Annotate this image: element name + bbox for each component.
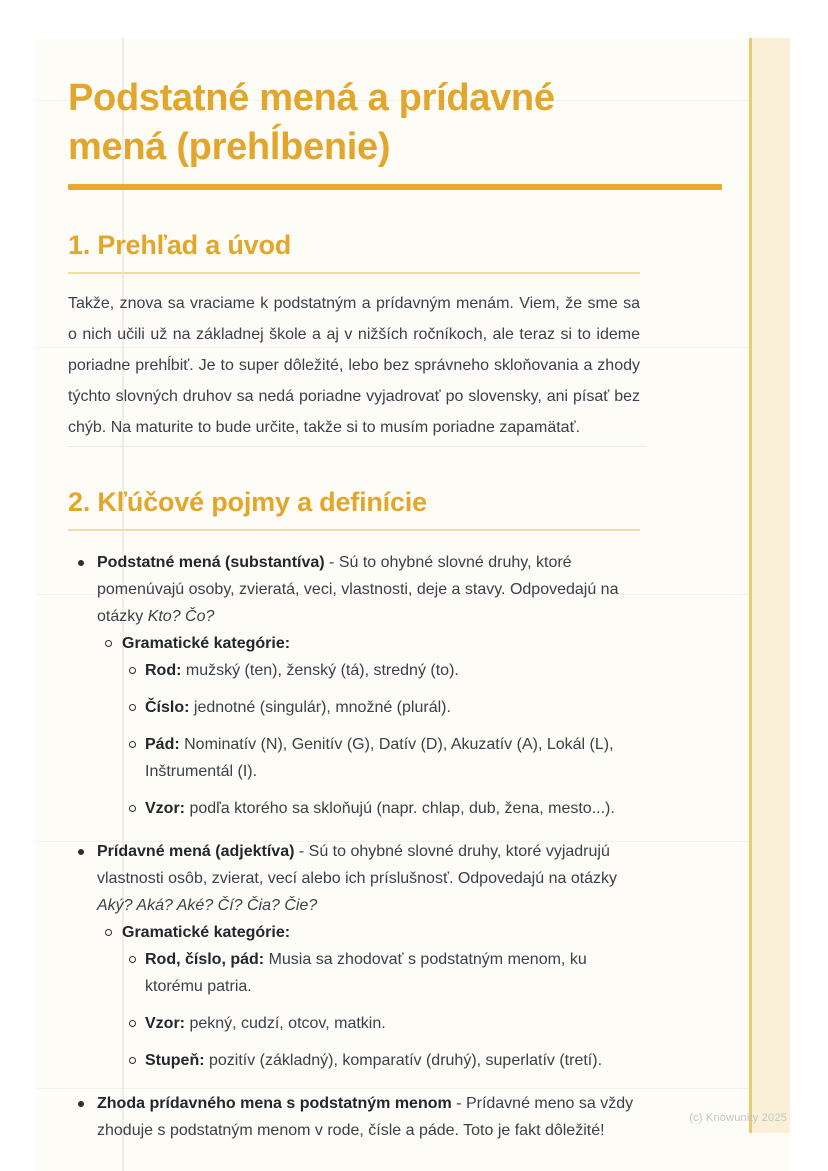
intro-paragraph: Takže, znova sa vraciame k podstatným a prídavným menám. Viem, že sme sa o nich učili už na základnej škole a aj v nižších ročníkoch, ale teraz si to ideme poriadne prehĺbiť. Je to super dôležité, lebo bez správneho skloňovania a zhody týchto slovných druhov sa nedá poriadne vyjadrovať po slovensky, ani písať bez chýb. Na maturite to bude určite, takže si to musím poriadne zapamätať. xyxy=(68,295,640,436)
list-item-text: Gramatické kategórie: xyxy=(122,924,291,941)
section-key-terms xyxy=(68,487,640,1144)
list-item xyxy=(68,1010,640,1037)
page-content xyxy=(68,74,640,1144)
list-item xyxy=(68,657,640,684)
bullet-circle-icon xyxy=(129,1057,136,1064)
list-item xyxy=(68,731,640,785)
bullet-circle-icon xyxy=(105,640,112,647)
bullet-circle-icon xyxy=(129,741,136,748)
list-item-text: Vzor: podľa ktorého sa skloňujú (napr. chlap, dub, žena, mesto...). xyxy=(145,800,615,817)
list-item-text: Prídavné mená (adjektíva) - Sú to ohybné slovné druhy, ktoré vyjadrujú vlastnosti osôb, zvierat, vecí alebo ich príslušnosť. Odpovedajú na otázky Aký? Aká? Aké? Čí? Čia? Čie? xyxy=(97,843,618,914)
list-item xyxy=(68,919,640,946)
bullet-circle-icon xyxy=(129,1020,136,1027)
list-item xyxy=(68,630,640,657)
bullet-dot-icon xyxy=(78,1101,84,1107)
list-item-text: Rod, číslo, pád: Musia sa zhodovať s podstatným menom, ku ktorému patria. xyxy=(145,951,587,995)
page-right-margin-stripe xyxy=(749,38,790,1133)
section-divider xyxy=(68,446,646,447)
watermark: (c) Knowunity 2025 xyxy=(689,1112,787,1124)
bullet-circle-icon xyxy=(129,805,136,812)
list-item xyxy=(68,838,640,919)
bullet-dot-icon xyxy=(78,849,84,855)
bullet-circle-icon xyxy=(105,929,112,936)
page-title: Podstatné mená a prídavné mená (prehĺbenie) xyxy=(68,77,555,168)
section-2-heading: 2. Kľúčové pojmy a definície xyxy=(68,487,640,531)
section-overview xyxy=(68,230,640,443)
title-divider-rule xyxy=(68,184,722,190)
list-item-text: Podstatné mená (substantíva) - Sú to ohybné slovné druhy, ktoré pomenúvajú osoby, zvieratá, veci, vlastnosti, deje a stavy. Odpovedajú na otázky Kto? Čo? xyxy=(97,554,619,625)
section-1-heading: 1. Prehľad a úvod xyxy=(68,230,640,274)
bullet-circle-icon xyxy=(129,667,136,674)
list-item-text: Stupeň: pozitív (základný), komparatív (druhý), superlatív (tretí). xyxy=(145,1052,603,1069)
list-item xyxy=(68,795,640,822)
list-item-text: Gramatické kategórie: xyxy=(122,635,291,652)
list-item-text: Rod: mužský (ten), ženský (tá), stredný (to). xyxy=(145,662,459,679)
bullet-dot-icon xyxy=(78,560,84,566)
list-item xyxy=(68,694,640,721)
list-item xyxy=(68,549,640,630)
bullet-circle-icon xyxy=(129,704,136,711)
list-item-text: Zhoda prídavného mena s podstatným menom - Prídavné meno sa vždy zhoduje s podstatným menom v rode, čísle a páde. Toto je fakt dôležité! xyxy=(97,1095,634,1139)
list-item-text: Pád: Nominatív (N), Genitív (G), Datív (D), Akuzatív (A), Lokál (L), Inštrumentál (I). xyxy=(145,736,614,780)
bullet-circle-icon xyxy=(129,956,136,963)
list-item xyxy=(68,1047,640,1074)
list-item-text: Vzor: pekný, cudzí, otcov, matkin. xyxy=(145,1015,386,1032)
key-terms-list xyxy=(68,549,640,1144)
list-item-text: Číslo: jednotné (singulár), množné (plurál). xyxy=(145,699,451,716)
list-item xyxy=(68,946,640,1000)
document-page xyxy=(36,38,790,1171)
list-item xyxy=(68,1090,640,1144)
